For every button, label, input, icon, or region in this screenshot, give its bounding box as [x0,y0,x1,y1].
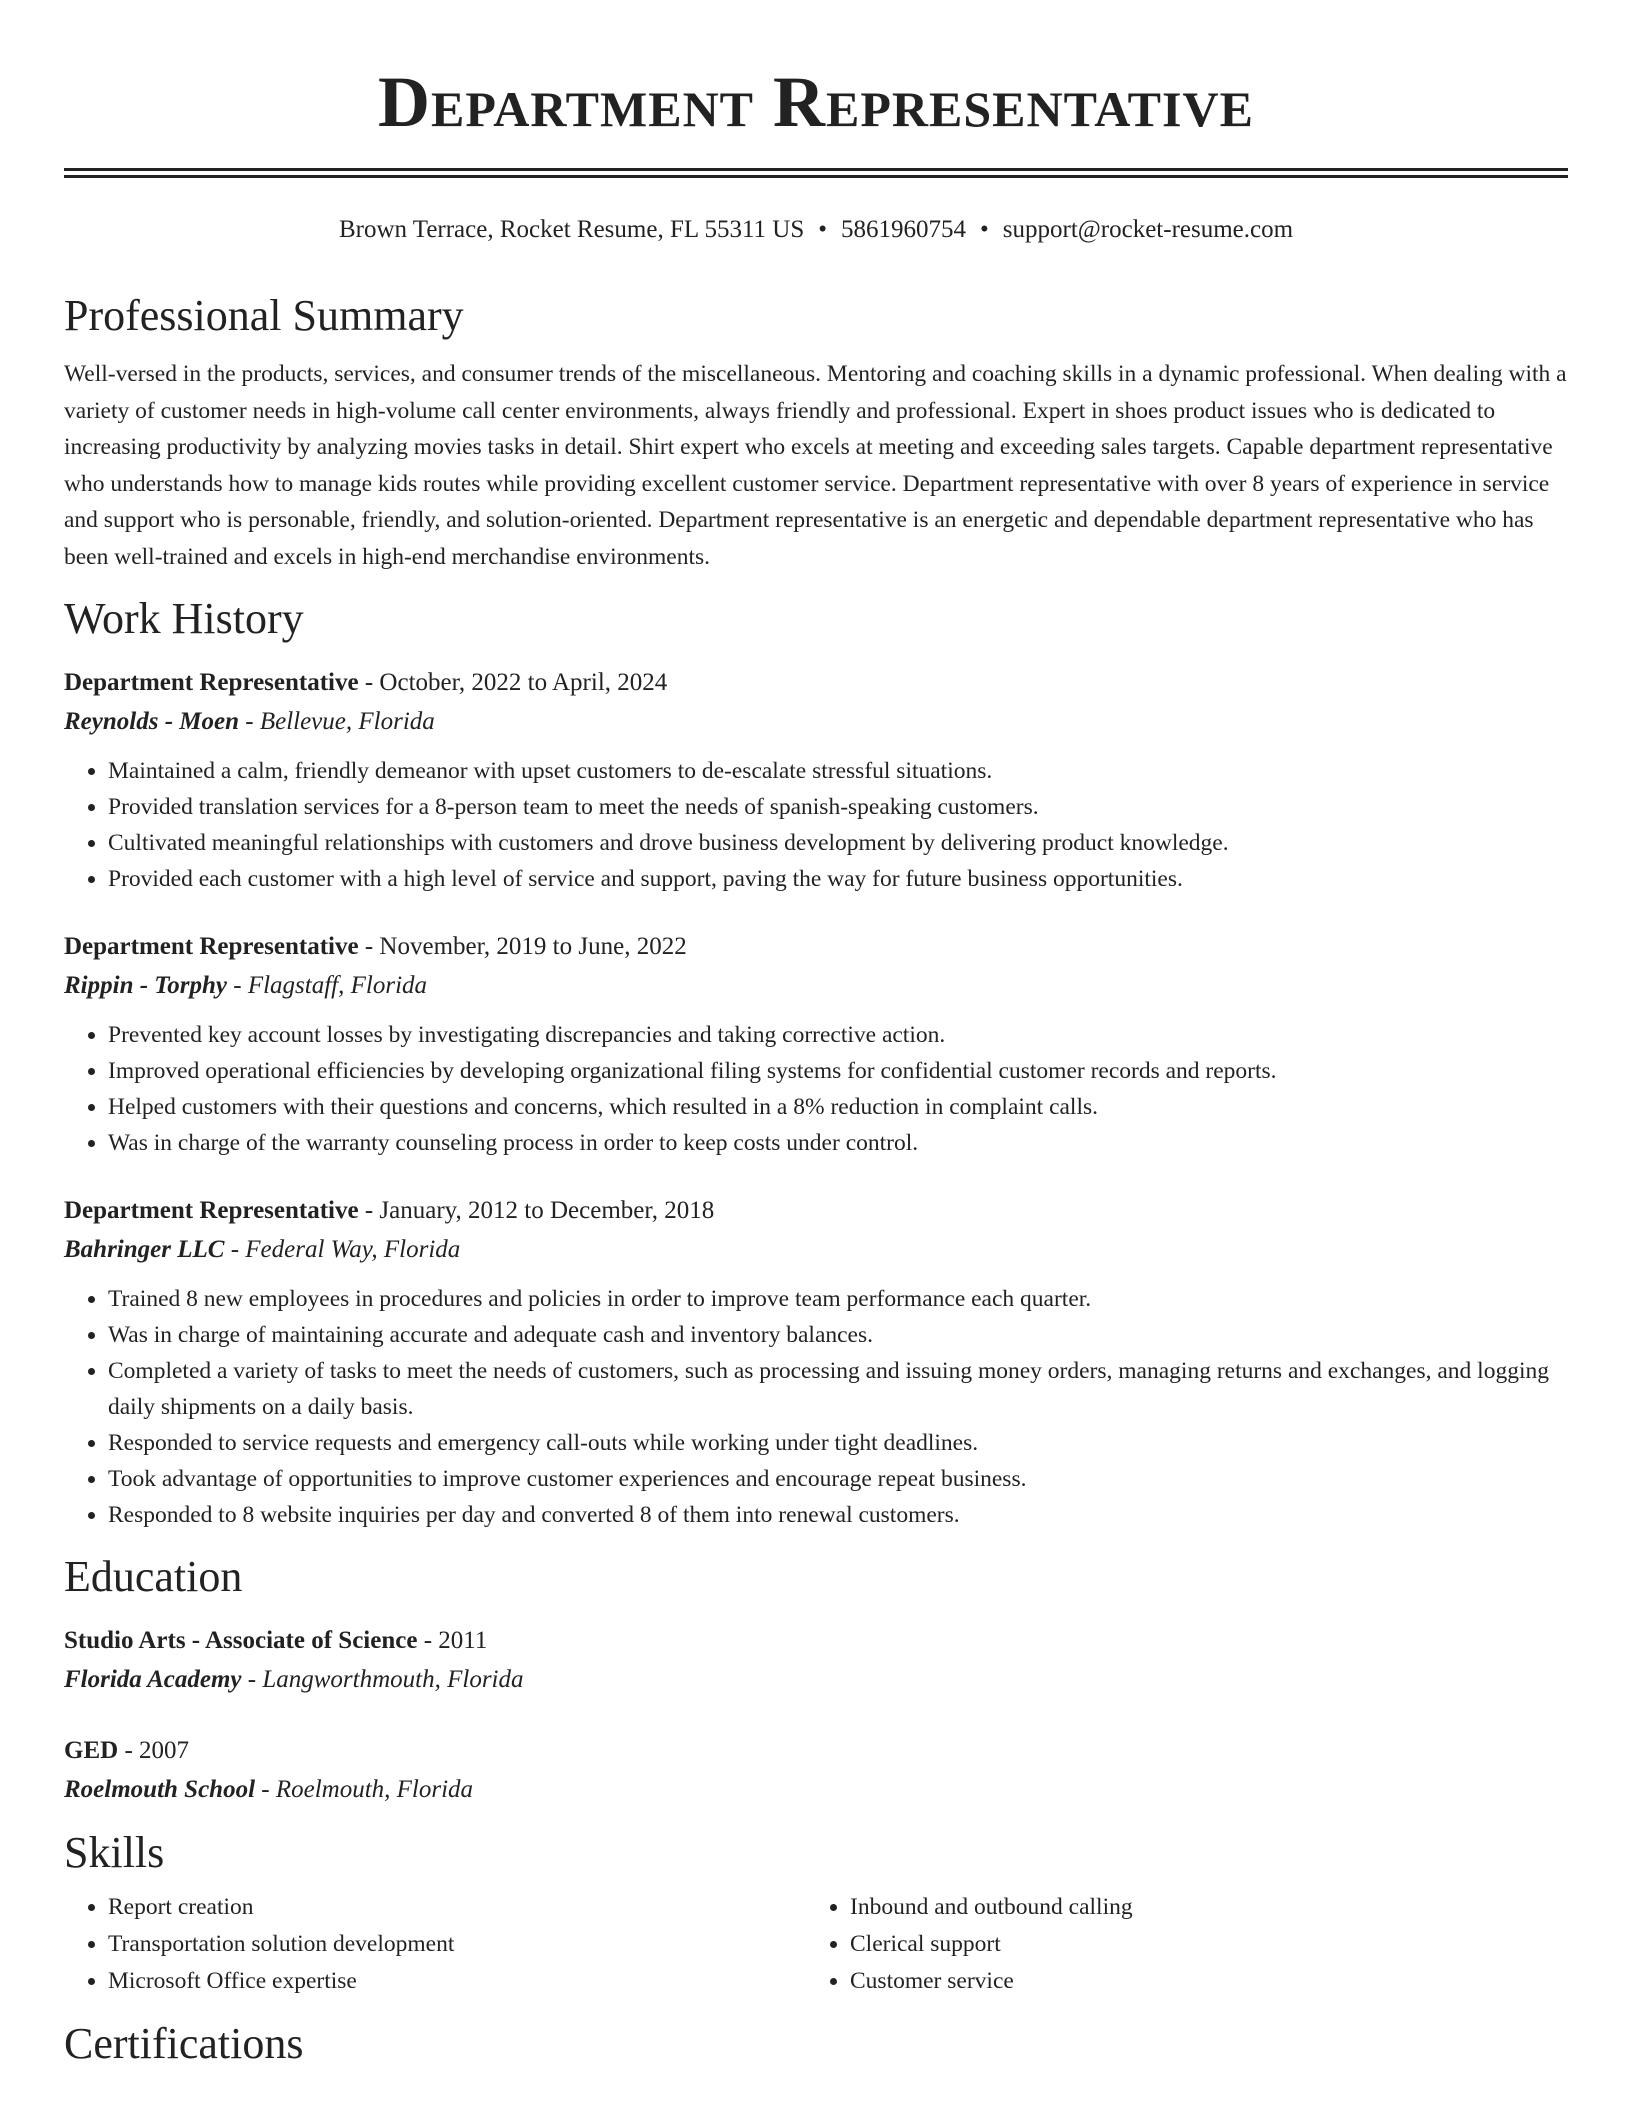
list-item: • Completed a variety of tasks to meet the needs of customers, such as processing and issuing money orders, managing returns and exchanges, and logging daily shipments on a daily basis. [108,1353,1568,1425]
education-degree-line [64,1621,1568,1660]
education-entry [64,1731,1568,1809]
job-bullets [64,753,1568,897]
resume-name: Department Representative [378,62,1254,142]
education-section [64,1551,1568,1809]
job-location: - Federal Way, Florida [230,1236,461,1263]
education-year: - 2011 [423,1627,488,1654]
list-item: • Responded to 8 website inquiries per day and converted 8 of them into renewal customers. [108,1497,1568,1533]
job-company: Bahringer LLC [64,1236,225,1263]
contact-separator: • [980,216,989,243]
list-item: • Clerical support [850,1926,1548,1963]
skills-heading: Skills [64,1828,165,1877]
education-school-line [64,1770,1568,1809]
education-location: - Roelmouth, Florida [261,1776,474,1803]
list-item: • Inbound and outbound calling [850,1889,1548,1926]
job-company-line [64,702,1568,741]
job-title-line [64,663,1568,702]
list-item: • Provided each customer with a high level of service and support, paving the way for future business opportunities. [108,861,1568,897]
job-title: Department Representative [64,669,359,696]
list-item: • Report creation [108,1889,806,1926]
skills-columns [64,1889,1568,2000]
education-school: Florida Academy [64,1666,242,1693]
education-year: - 2007 [124,1737,190,1764]
education-degree: Studio Arts - Associate of Science [64,1627,418,1654]
job-title-line [64,1191,1568,1230]
contact-line [64,214,1568,246]
list-item: • Microsoft Office expertise [108,1963,806,2000]
list-item: • Was in charge of the warranty counseling process in order to keep costs under control. [108,1125,1568,1161]
job-bullets [64,1281,1568,1533]
skills-list-left [64,1889,806,2000]
list-item: • Was in charge of maintaining accurate and adequate cash and inventory balances. [108,1317,1568,1353]
certifications-heading: Certifications [64,2019,304,2068]
job-company-line [64,966,1568,1005]
list-item: • Maintained a calm, friendly demeanor with upset customers to de-escalate stressful situations. [108,753,1568,789]
job-company-line [64,1230,1568,1269]
job-entry [64,927,1568,1161]
contact-separator: • [818,216,827,243]
education-school-line [64,1660,1568,1699]
education-entry [64,1621,1568,1699]
summary-heading: Professional Summary [64,291,464,340]
list-item: • Provided translation services for a 8-person team to meet the needs of spanish-speaking customers. [108,789,1568,825]
job-location: - Flagstaff, Florida [233,972,428,999]
job-dates: - October, 2022 to April, 2024 [364,669,668,696]
job-title: Department Representative [64,1197,359,1224]
contact-phone: 5861960754 [841,216,966,243]
job-entry [64,663,1568,897]
resume-page [64,0,1568,2070]
list-item: • Customer service [850,1963,1548,2000]
list-item: • Trained 8 new employees in procedures and policies in order to improve team performance each quarter. [108,1281,1568,1317]
education-heading: Education [64,1552,243,1601]
list-item: • Transportation solution development [108,1926,806,1963]
contact-address: Brown Terrace, Rocket Resume, FL 55311 US [338,216,805,243]
contact-email: support@rocket-resume.com [1002,216,1294,243]
list-item: • Prevented key account losses by investigating discrepancies and taking corrective action. [108,1017,1568,1053]
list-item: • Cultivated meaningful relationships with customers and drove business development by delivering product knowledge. [108,825,1568,861]
education-school: Roelmouth School [64,1776,256,1803]
list-item: • Helped customers with their questions and concerns, which resulted in a 8% reduction in complaint calls. [108,1089,1568,1125]
work-history-section [64,593,1568,1533]
job-company: Reynolds - Moen [64,708,239,735]
certifications-section [64,2018,1568,2070]
summary-text: Well-versed in the products, services, and consumer trends of the miscellaneous. Mentoring and coaching skills in a dynamic professional. When dealing with a variety of customer needs in high-volume call center environments, always friendly and professional. Expert in shoes product issues who is dedicated to increasing productivity by analyzing movies tasks in detail. Shirt expert who excels at meeting and exceeding sales targets. Capable department representative who understands how to manage kids routes while providing excellent customer service. Department representative with over 8 years of experience in service and support who is personable, friendly, and solution-oriented. Department representative is an energetic and dependable department representative who has been well-trained and excels in high-end merchandise environments. [64,361,1567,570]
job-location: - Bellevue, Florida [245,708,435,735]
skills-list-right [806,1889,1548,2000]
list-item: • Improved operational efficiencies by developing organizational filing systems for confidential customer records and reports. [108,1053,1568,1089]
job-dates: - January, 2012 to December, 2018 [364,1197,715,1224]
education-location: - Langworthmouth, Florida [247,1666,524,1693]
job-bullets [64,1017,1568,1161]
header-divider [64,168,1568,178]
list-item: • Took advantage of opportunities to improve customer experiences and encourage repeat business. [108,1461,1568,1497]
job-company: Rippin - Torphy [64,972,228,999]
work-history-heading: Work History [64,594,304,643]
job-title-line [64,927,1568,966]
skills-section [64,1827,1568,2000]
job-title: Department Representative [64,933,359,960]
education-degree-line [64,1731,1568,1770]
summary-section [64,290,1568,575]
job-dates: - November, 2019 to June, 2022 [364,933,687,960]
education-degree: GED [64,1737,119,1764]
job-entry [64,1191,1568,1533]
list-item: • Responded to service requests and emergency call-outs while working under tight deadlines. [108,1425,1568,1461]
